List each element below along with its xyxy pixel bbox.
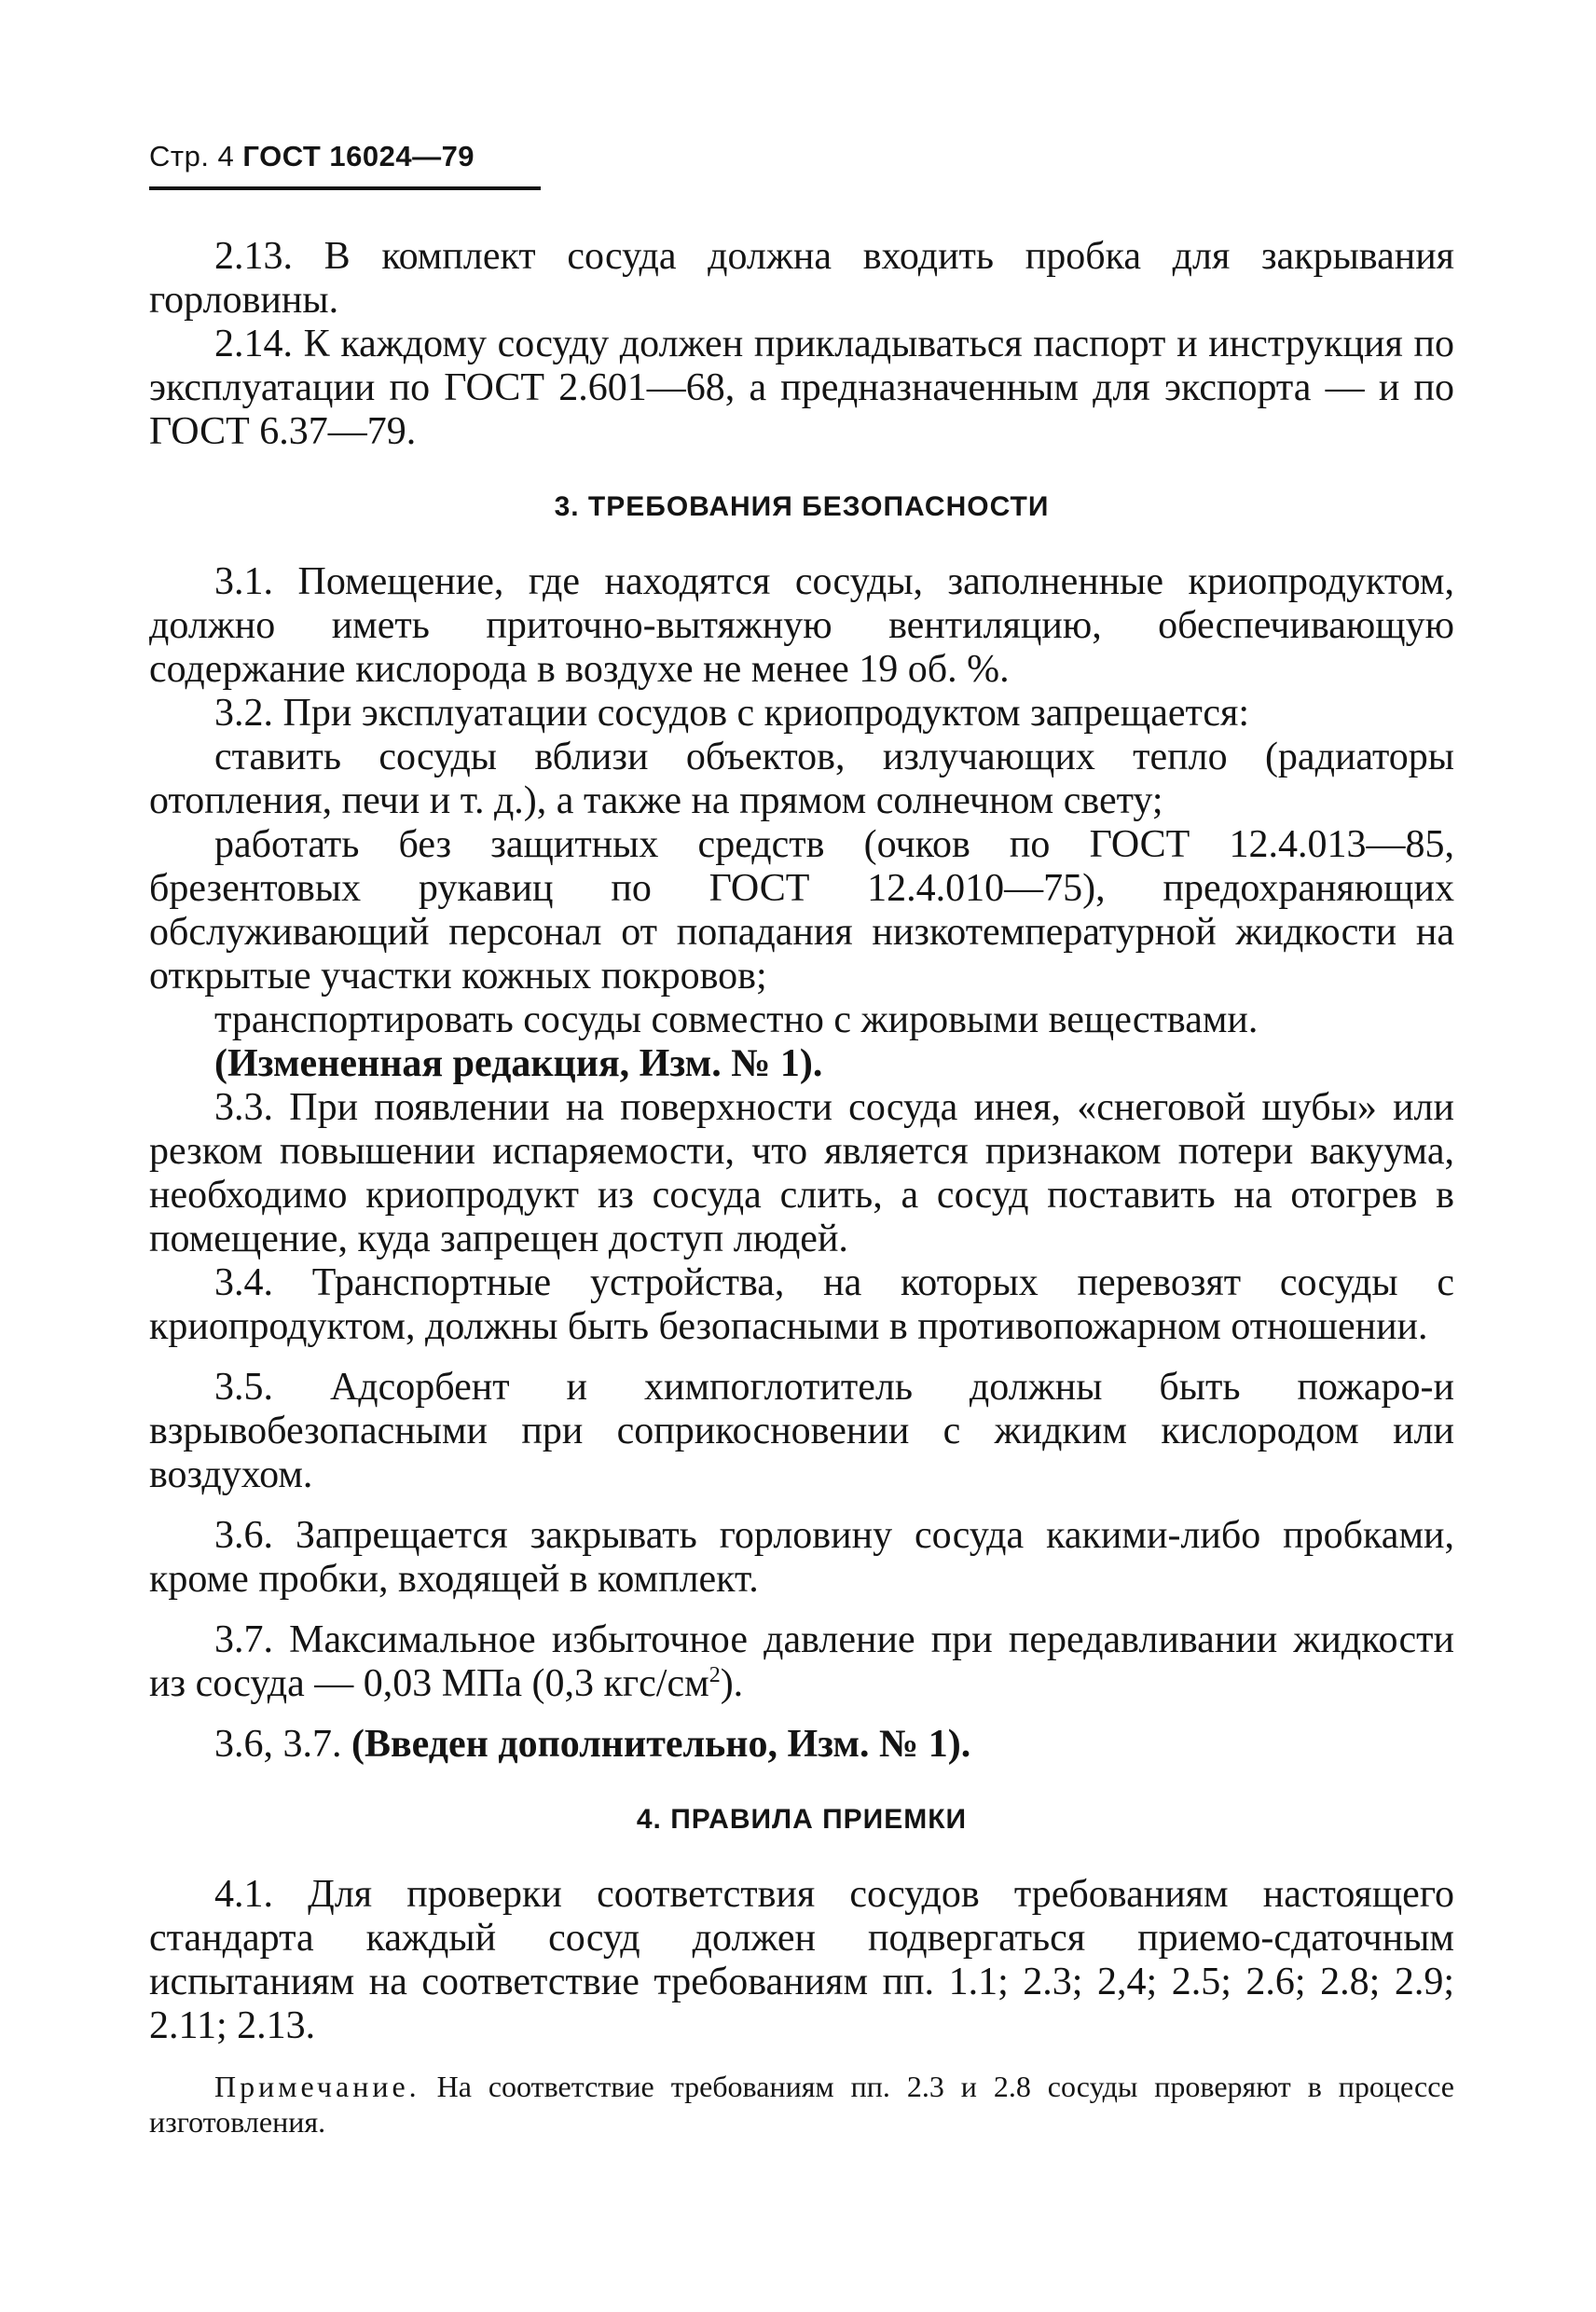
section-3-title: 3. ТРЕБОВАНИЯ БЕЗОПАСНОСТИ [554, 491, 1050, 522]
standard-number: ГОСТ 16024—79 [242, 140, 475, 172]
clause-2-14: 2.14. К каждому сосуду должен прикладываться паспорт и инструкция по эксплуатации по ГОСТ 2.601—68, а предназначенным для экспорта — и по ГОСТ 6.37—79. [149, 323, 1454, 453]
clause-3-2-item-c: транспортировать сосуды совместно с жировыми веществами. [214, 998, 1259, 1041]
clause-3-6-3-7-amendment [149, 1723, 1454, 1767]
clause-3-7-end: ). [720, 1662, 744, 1705]
document-page [149, 140, 1454, 2140]
clause-3-7-text: 3.7. Максимальное избыточное давление при передавливании жидкости из сосуда — 0,03 МПа (0,3 кгс/см [149, 1618, 1454, 1705]
clause-3-5: 3.5. Адсорбент и химпоглотитель должны быть пожаро-и взрывобезопасными при соприкосновении с жидким кислородом или воздухом. [149, 1366, 1454, 1496]
clause-3-4: 3.4. Транспортные устройства, на которых перевозят сосуды с криопродуктом, должны быть безопасными в противопожарном отношении. [149, 1261, 1454, 1348]
clause-3-7-superscript: 2 [709, 1663, 721, 1687]
clause-3-2: 3.2. При эксплуатации сосудов с криопродуктом запрещается: [214, 692, 1250, 735]
clause-3-6: 3.6. Запрещается закрывать горловину сосуда какими-либо пробками, кроме пробки, входящей в комплект. [149, 1514, 1454, 1601]
clause-3-2-item-b: работать без защитных средств (очков по ГОСТ 12.4.013—85, брезентовых рукавиц по ГОСТ 12.4.010—75), предохраняющих обслуживающий персонал от попадания низкотемпературной жидкости на открытые участки кожных покровов; [149, 823, 1454, 998]
section-4-title: 4. ПРАВИЛА ПРИЕМКИ [636, 1804, 968, 1835]
clause-3-1: 3.1. Помещение, где находятся сосуды, заполненные криопродуктом, должно иметь приточно-вытяжную вентиляцию, обеспечивающую содержание кислорода в воздухе не менее 19 об. %. [149, 560, 1454, 691]
amendment-text: (Введен дополнительно, Изм. № 1). [351, 1723, 971, 1766]
amendment-prefix: 3.6, 3.7. [214, 1723, 342, 1766]
note [149, 2069, 1454, 2140]
note-text: На соответствие требованиям пп. 2.3 и 2.8 сосуды проверяют в процессе изготовления. [149, 2070, 1455, 2139]
clause-3-2-item-a: ставить сосуды вблизи объектов, излучающих тепло (радиаторы отопления, печи и т. д.), а также на прямом солнечном свету; [149, 736, 1454, 822]
note-label: Примечание. [214, 2070, 420, 2103]
clause-3-7 [149, 1618, 1454, 1706]
clause-2-13: 2.13. В комплект сосуда должна входить пробка для закрывания горловины. [149, 235, 1454, 322]
page-header [149, 140, 541, 190]
clause-3-2-amendment: (Измененная редакция, Изм. № 1). [214, 1042, 823, 1085]
page-number: Стр. 4 [149, 140, 235, 172]
clause-4-1: 4.1. Для проверки соответствия сосудов требованиям настоящего стандарта каждый сосуд должен подвергаться приемо-сдаточным испытаниям на соответствие требованиям пп. 1.1; 2.3; 2,4; 2.5; 2.6; 2.8; 2.9; 2.11; 2.13. [149, 1873, 1454, 2047]
clause-3-3: 3.3. При появлении на поверхности сосуда инея, «снеговой шубы» или резком повышении испаряемости, что является признаком потери вакуума, необходимо криопродукт из сосуда слить, а сосуд поставить на отогрев в помещение, куда запрещен доступ людей. [149, 1086, 1454, 1260]
